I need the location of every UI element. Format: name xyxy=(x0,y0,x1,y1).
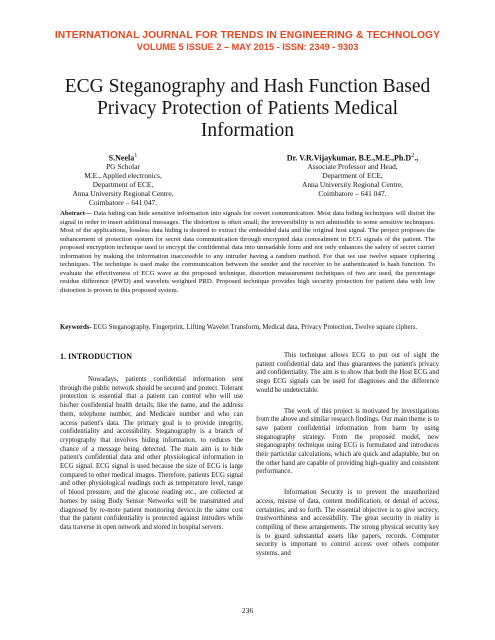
author-affiliation-line: Anna University Regional Centre, xyxy=(72,189,174,199)
author-affiliation-mark: 2 xyxy=(411,153,415,159)
right-column xyxy=(256,352,439,571)
paper-title: ECG Steganography and Hash Function Based Privacy Protection of Patients Medical Information xyxy=(64,76,431,141)
keywords-label: Keywords- xyxy=(60,324,92,331)
page-number: 236 xyxy=(241,606,254,615)
author-role: Associate Professor and Head, xyxy=(307,162,398,172)
author-affiliation-line: Coimbatore – 641 047. xyxy=(88,198,158,208)
body-paragraph: The work of this project is motivated by investigations from the above and similar research findings. Our main theme is to save patient confidential information from harm by using steganography strategy. From the proposed model, new steganography technique using ECG is formulated and introduces their particular calculations, which are quick and adaptable, but on the other hand are capable of providing high-quality and consistent performance. xyxy=(256,407,439,476)
author-affiliation-line: Department of ECE, xyxy=(92,180,154,190)
left-column xyxy=(60,352,243,545)
author-block-2 xyxy=(255,152,450,198)
author-role: PG Scholar xyxy=(106,162,140,172)
body-paragraph: This technique allows ECG to put out of sight the patient confidential data and thus guarantees the patient's privacy and confidentiality. The aim is to show that both the Host ECG and stego ECG signals can be used for diagnoses and the difference would be undetectable. xyxy=(256,352,439,394)
body-paragraph: Nowadays, patients confidential information sent through the public network should be secured and protect. Tolerant protection is essential that a patient can control who will use his/her confidential health details, like the name, and the address them, telephone number, and Medicare number and who can access patient's data. The primary goal is to provide integrity, confidentiality and accessibility. Steganography is a branch of cryptography that involves hiding information. to reduces the chance of a message being detected. The main aim is to hide patient's confidential data and other physiological information in ECG signal. ECG signal is used because the size of ECG is large compared to other medical images. Therefore, patients ECG signal and other physiological readings such as temperature level, range of blood pressure, and the glucose reading etc., are collected at homes by using Body Sensor Networks will be transmitted and diagnosed by re-mote patient monitoring device.in the same cost that the patient confidentiality is protected against intruders while data traverse in open network and stored in hospital servers. xyxy=(60,376,243,531)
author-affiliation-line: M.E., Applied electronics, xyxy=(84,171,162,181)
keywords-text: ECG Steganography, Fingerprint, Lifting Wavelet Transform, Medical data, Privacy Protection, Twelve square ciphers. xyxy=(91,324,418,331)
author-name: Dr. V.R.Vijaykumar, B.E.,M.E.,Ph.D xyxy=(286,153,412,163)
author-name-suffix: ., xyxy=(414,153,419,163)
body-paragraph: Information Security is to prevent the unauthorized access, misuse of data, content modification, or denial of access, certainties, and so forth. The essential objective is to give secrecy, trustworthiness and accessibility. The great security in reality is compiling of these arrangements. The strong physical security key is to guard substantial assets like papers, records. Computer security is important to control access over others computer systems, and xyxy=(256,489,439,558)
abstract xyxy=(60,210,435,295)
keywords xyxy=(60,324,435,333)
journal-name: INTERNATIONAL JOURNAL FOR TRENDS IN ENGINEERING & TECHNOLOGY xyxy=(54,30,441,41)
journal-volume-issn: VOLUME 5 ISSUE 2 – MAY 2015 - ISSN: 2349 - 9303 xyxy=(136,42,359,52)
journal-header xyxy=(0,30,495,53)
author-affiliation-line: Department of ECE, xyxy=(322,171,383,181)
abstract-text: Data hiding can hide sensitive information into signals for covert communication. Most data hiding techniques will distort the signal in order to insert additional messages. The distortion is often small; the irreversibility is not admissible to some sensitive techniques. Most of the applications, lossless data hiding is desired to extract the embedded data and the original host signal. The project proposes the enhancement of protection system for secret data communication through encrypted data concealment in ECG signals of the patient. The proposed encryption technique used to encrypt the confidential data into unreadable form and not only enhances the safety of secret carrier information by making the information inaccessible to any intruder having a random method. For that we use twelve square ciphering techniques. The technique is used make the communication between the sender and the receiver to be authenticated is hash function. To evaluate the effectiveness of ECG wave at the proposed technique, distortion measurement techniques of two are used, the percentage residue difference (PWD) and wavelets weighted PRD. Proposed technique provides high security protection for patient data with low distortion is proven in this proposed system. xyxy=(60,210,435,294)
abstract-label: Abstract— xyxy=(60,210,92,217)
author-affiliation-line: Coimbatore – 641 047. xyxy=(318,189,387,199)
author-affiliation-line: Anna University Regional Centre, xyxy=(302,180,403,190)
section-heading-introduction: 1. INTRODUCTION xyxy=(60,352,133,361)
author-block-1 xyxy=(38,152,208,207)
author-affiliation-mark: 1 xyxy=(134,153,138,159)
author-name: S.Neela xyxy=(108,153,135,163)
